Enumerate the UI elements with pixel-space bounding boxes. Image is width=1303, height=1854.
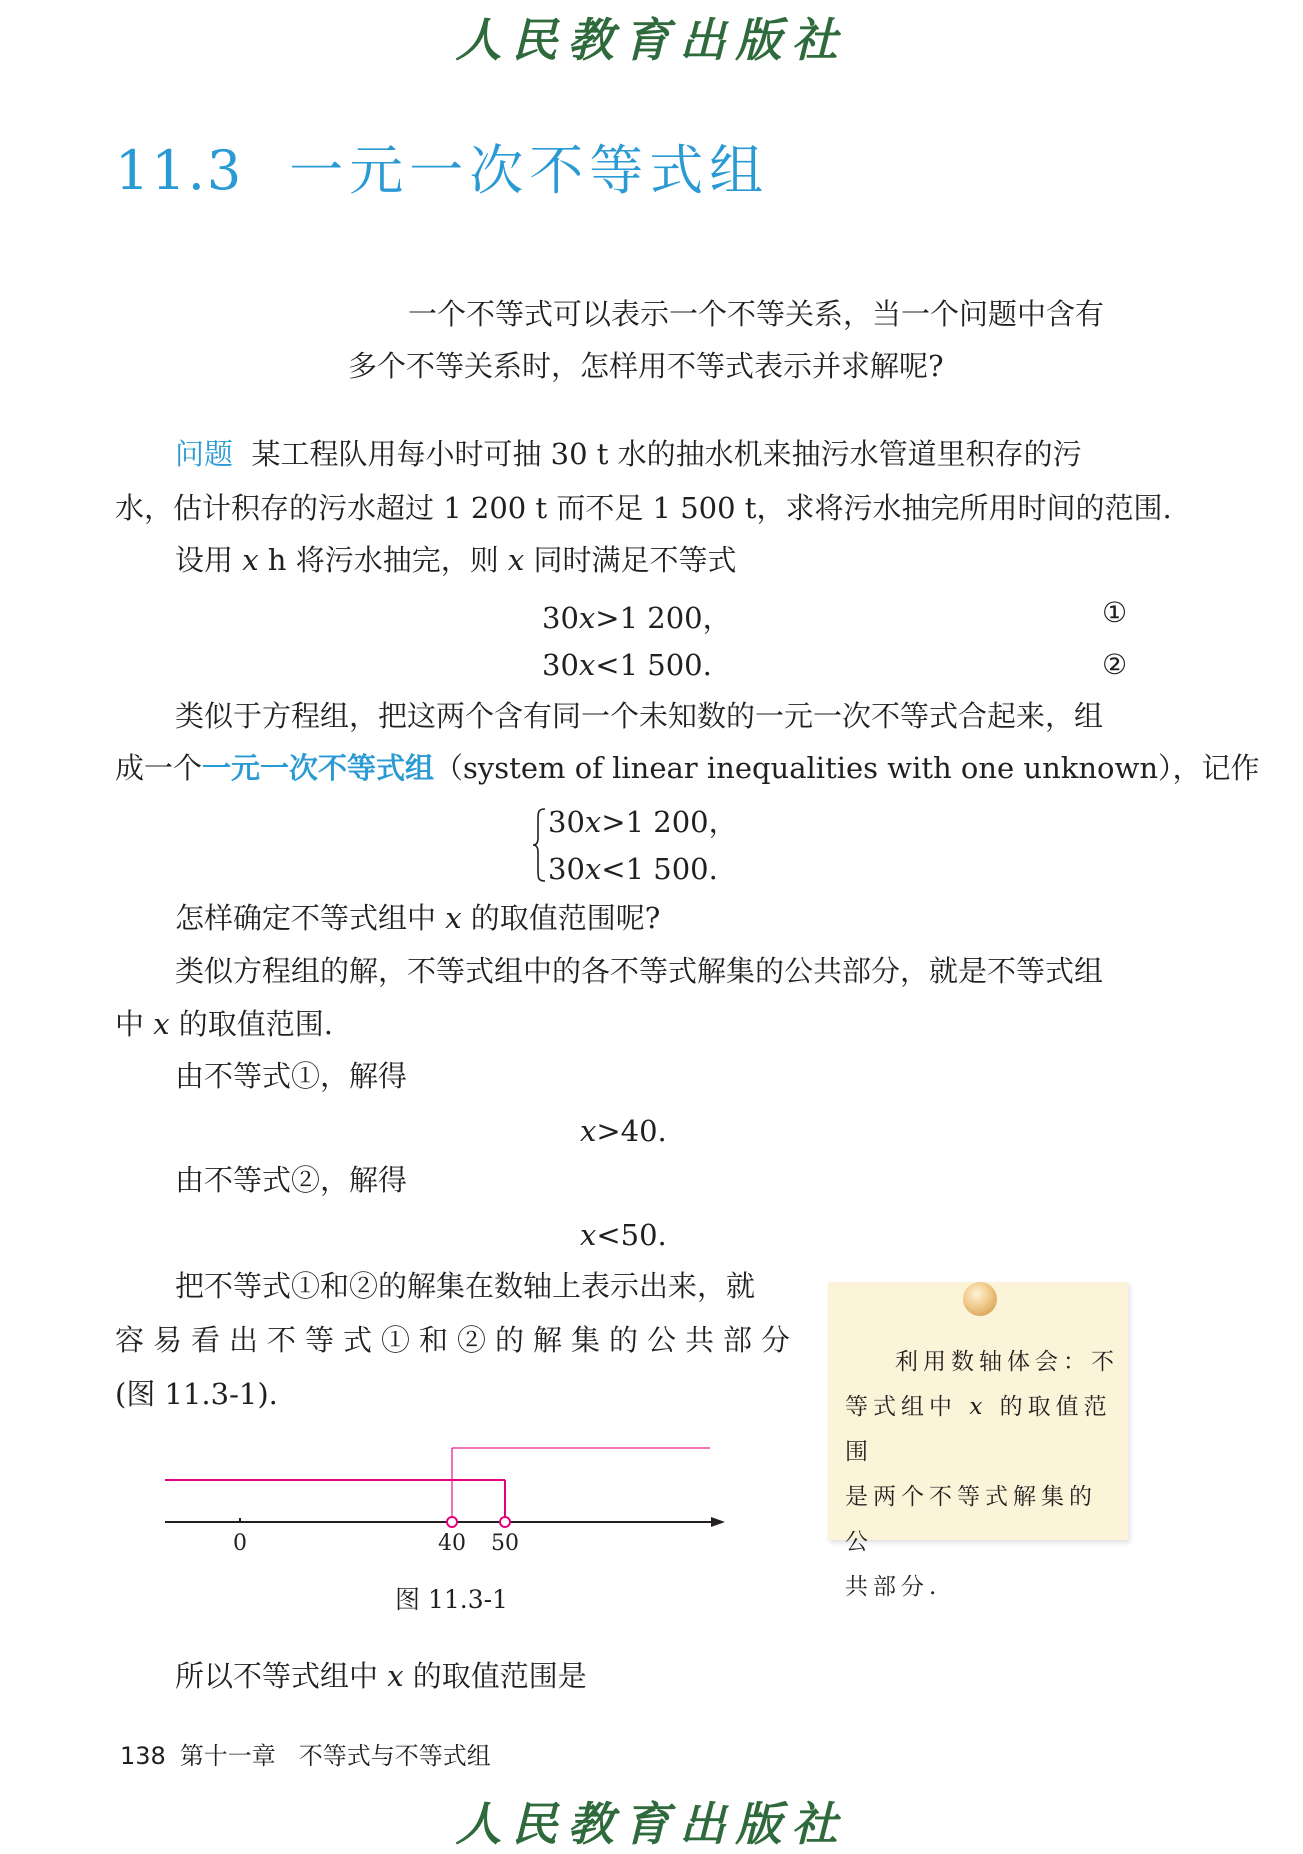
section-title [115,128,769,205]
section-number: 11.3 [115,139,244,202]
system-line-1 [548,800,738,841]
variable-x: x [578,648,596,682]
coef: 30 [548,805,585,839]
definition-term: 一元一次不等式组 [202,751,435,785]
conclusion-line [175,1659,587,1693]
explain-suffix: 的取值范围. [169,1007,334,1041]
setup-middle: h 将污水抽完，则 [258,543,508,577]
explain-line-1: 类似方程组的解，不等式组中的各不等式解集的公共部分，就是不等式组 [175,954,1104,988]
explain-line-2 [115,1007,334,1041]
variable-x: x [584,852,602,886]
inequality-1 [542,596,732,637]
note-line-3: 是两个不等式解集的公 [845,1484,1097,1555]
chapter-title: 不等式与不等式组 [298,1742,491,1770]
variable-x: x [153,1007,170,1041]
question-line [175,901,661,935]
variable-x: x [387,1659,404,1693]
question-prefix: 怎样确定不等式组中 [175,901,446,935]
coef: 30 [548,852,585,886]
number-line-layer [165,1448,725,1556]
variable-x: x [445,901,462,935]
setup-line [175,543,737,577]
variable-x: x [584,805,602,839]
problem-line-2: 水，估计积存的污水超过 1 200 t 而不足 1 500 t，求将污水抽完所用时间的范围. [115,491,1172,525]
page-footer [120,1736,491,1771]
operator: > [601,805,626,839]
rhs: 1 500. [625,852,718,886]
numberline-text-1: 把不等式①和②的解集在数轴上表示出来，就 [175,1269,756,1303]
note-line-1: 利用数轴体会：不 [895,1349,1119,1375]
rhs: 1 200， [619,601,732,635]
inequality-2-mark: ② [1102,648,1128,681]
variable-x: x [578,601,596,635]
setup-prefix: 设用 [175,543,243,577]
publisher-logo: 人民教育出版社 [455,13,848,67]
inequality-1-mark: ① [1102,596,1128,629]
open-circle [500,1517,510,1527]
open-circle [447,1517,457,1527]
numberline-text-2: 容易看出不等式①和②的解集的公共部分 [115,1323,800,1357]
coef: 30 [542,601,579,635]
problem-text-1: 某工程队用每小时可抽 30 t 水的抽水机来抽污水管道里积存的污 [251,437,1082,471]
rhs: 1 500. [619,648,712,682]
conclusion-suffix: 的取值范围是 [403,1659,587,1693]
solve-1-text: 由不等式①，解得 [175,1059,408,1093]
variable-x: x [507,543,525,577]
setup-suffix: 同时满足不等式 [524,543,737,577]
result: >40. [596,1114,667,1148]
chapter-label: 第十一章 [179,1742,276,1770]
solve-2-result [580,1218,667,1252]
result: <50. [596,1218,667,1252]
axis-arrow-icon [711,1517,725,1527]
numberline-text-3: (图 11.3-1). [115,1377,278,1411]
variable-x: x [580,1114,597,1148]
operator: < [601,852,626,886]
note-line-4: 共部分. [845,1574,942,1600]
rhs: 1 200， [625,805,738,839]
question-suffix: 的取值范围呢? [461,901,661,935]
system-brace [532,808,546,882]
problem-label: 问题 [175,437,234,471]
conclusion-prefix: 所以不等式组中 [175,1659,388,1693]
note-suffix: 的取值范围 [845,1394,1112,1465]
coef: 30 [542,648,579,682]
inequality-2 [542,648,712,682]
operator: > [595,601,620,635]
publisher-logo-bottom: 人民教育出版社 [455,1797,848,1851]
problem-line-1 [175,437,1082,471]
operator: < [595,648,620,682]
tick-label: 50 [491,1531,519,1556]
number-line-figure [160,1440,740,1570]
pin-icon [963,1282,997,1316]
definition-suffix: （system of linear inequalities with one unknown），记作 [434,751,1260,785]
variable-x: x [969,1394,988,1420]
definition-line-1: 类似于方程组，把这两个含有同一个未知数的一元一次不等式合起来，组 [175,699,1104,733]
note-prefix: 等式组中 [845,1394,970,1420]
page-number: 138 [120,1742,166,1770]
variable-x: x [242,543,259,577]
figure-caption: 图 11.3-1 [395,1585,508,1614]
explain-prefix: 中 [115,1007,154,1041]
intro-line-1: 一个不等式可以表示一个不等关系，当一个问题中含有 [408,297,1105,331]
solve-1-result [580,1114,667,1148]
section-title-text: 一元一次不等式组 [289,139,770,202]
tick-label: 40 [438,1531,466,1556]
variable-x: x [580,1218,597,1252]
tick-label: 0 [233,1531,247,1556]
definition-prefix: 成一个 [115,751,203,785]
system-line-2 [548,852,718,886]
note-line-2 [845,1385,1120,1475]
intro-line-2: 多个不等关系时，怎样用不等式表示并求解呢? [348,349,944,383]
definition-line-2 [115,751,1260,785]
note-text [845,1340,1120,1610]
solve-2-text: 由不等式②，解得 [175,1163,408,1197]
